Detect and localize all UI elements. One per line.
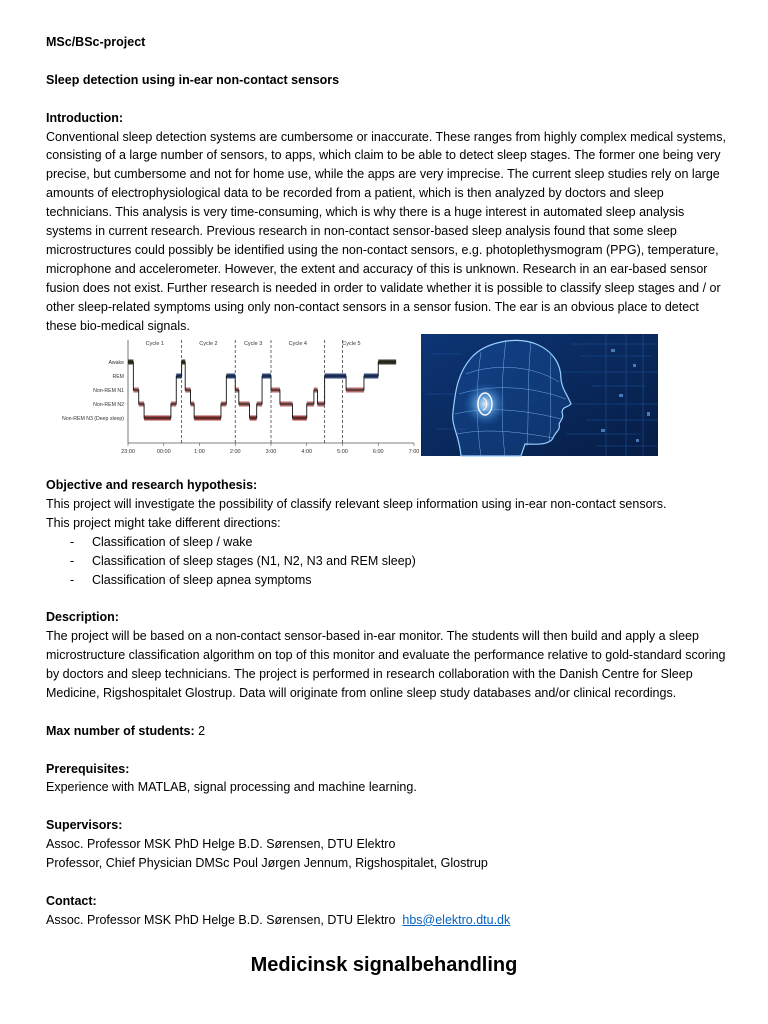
stage-label: Non-REM N2 — [93, 402, 124, 408]
x-tick-label: 4:00 — [301, 449, 313, 455]
supervisors-heading: Supervisors: — [46, 818, 123, 833]
introduction-body: Conventional sleep detection systems are cumbersome or inaccurate. These ranges from highly complex medical systems, consisting of a large number of sensors, to apps, which claim to be able to detect sleep stages. The former one being very precise, but cumbersome and not for home use, while the apps are very imprecise. The current sleep studies rely on large amounts of electrophysiological data to be recorded from a patient, which is then analyzed by doctors and sleep technicians. This analysis is very time-consuming, which is why there is a huge interest in automated sleep analysis systems in current research. Previous research in non-contact sensor-based sleep analysis found that some sleep microstructures could possibly be identified using the non-contact sensors, e.g. photoplethysmogram (PPG), temperature, microphone and accelerometer. However, the extent and accuracy of this is unknown. Research in an ear-based sensor fusion does not exist. Further research is needed in order to validate whether it is possible to classify sleep stages and / or other sleep-related symptoms using only non-contact sensors in a sensor fusion. The ear is an obvious place to detect these bio-medical signals. — [46, 129, 726, 333]
objective-body-2: This project might take different directions: — [46, 515, 281, 530]
prerequisites-body: Experience with MATLAB, signal processing and machine learning. — [46, 780, 417, 795]
bottom-section — [46, 476, 728, 930]
x-tick-label: 23:00 — [121, 449, 135, 455]
x-tick-label: 1:00 — [194, 449, 205, 455]
introduction-heading: Introduction: — [46, 110, 124, 125]
x-tick-label: 00:00 — [156, 449, 171, 455]
cycle-label: Cycle 3 — [243, 341, 263, 347]
cycle-label: Cycle 2 — [199, 341, 218, 347]
contact-name: Assoc. Professor MSK PhD Helge B.D. Sørensen, DTU Elektro — [46, 912, 403, 927]
x-tick-label: 2:00 — [229, 449, 241, 455]
x-tick-label: 3:00 — [265, 449, 277, 455]
hypnogram-line — [128, 362, 396, 418]
project-title: Sleep detection using in-ear non-contact sensors — [46, 72, 340, 87]
objective-body-1: This project will investigate the possibility of classify relevant sleep information using in-ear non-contact sensors. — [46, 496, 667, 511]
x-tick-label: 6:00 — [372, 449, 384, 455]
list-item: - Classification of sleep apnea symptoms — [46, 571, 728, 590]
top-section — [46, 33, 728, 335]
x-tick-label: 5:00 — [337, 449, 348, 455]
contact-email-link[interactable]: hbs@elektro.dtu.dk — [402, 912, 511, 927]
stage-label: REM — [112, 374, 124, 380]
hypnogram-chart — [46, 334, 418, 458]
max-students-value: 2 — [194, 723, 206, 738]
description-body: The project will be based on a non-contact sensor-based in-ear monitor. The students will then build and apply a sleep microstructure classification algorithm on top of this monitor and evaluate the performance relative to gold-standard scoring by doctors and sleep technicians. The project is performed in research collaboration with the Danish Centre for Sleep Medicine, Rigshospitalet Glostrup. Data will originate from online sleep study databases and/or clinical recordings. — [46, 629, 726, 700]
cycle-label: Cycle 4 — [288, 341, 307, 347]
stage-label: Awake — [108, 360, 124, 366]
contact-line — [46, 911, 728, 930]
cycle-label: Cycle 5 — [342, 341, 361, 347]
project-type: MSc/BSc-project — [46, 35, 146, 49]
list-item: - Classification of sleep / wake — [46, 533, 728, 552]
footer-title: Medicinsk signalbehandling — [250, 954, 518, 976]
contact-heading: Contact: — [46, 893, 97, 908]
max-students-label: Max number of students: — [46, 723, 195, 738]
x-tick-label: 7:00 — [408, 449, 420, 455]
supervisor-2: Professor, Chief Physician DMSc Poul Jørgen Jennum, Rigshospitalet, Glostrup — [46, 856, 488, 871]
stage-label: Non-REM N1 — [93, 388, 124, 394]
stage-label: Non-REM N3 (Deep sleep) — [62, 416, 124, 422]
prerequisites-heading: Prerequisites: — [46, 761, 130, 776]
max-students — [46, 722, 728, 741]
description-heading: Description: — [46, 610, 119, 625]
supervisor-1: Assoc. Professor MSK PhD Helge B.D. Sørensen, DTU Elektro — [46, 837, 396, 852]
objective-list — [46, 533, 728, 590]
head-wireframe-image — [421, 334, 658, 456]
list-item: - Classification of sleep stages (N1, N2, N3 and REM sleep) — [46, 552, 728, 571]
cycle-label: Cycle 1 — [145, 341, 164, 347]
objective-heading: Objective and research hypothesis: — [46, 478, 258, 492]
figure-row — [46, 334, 666, 458]
